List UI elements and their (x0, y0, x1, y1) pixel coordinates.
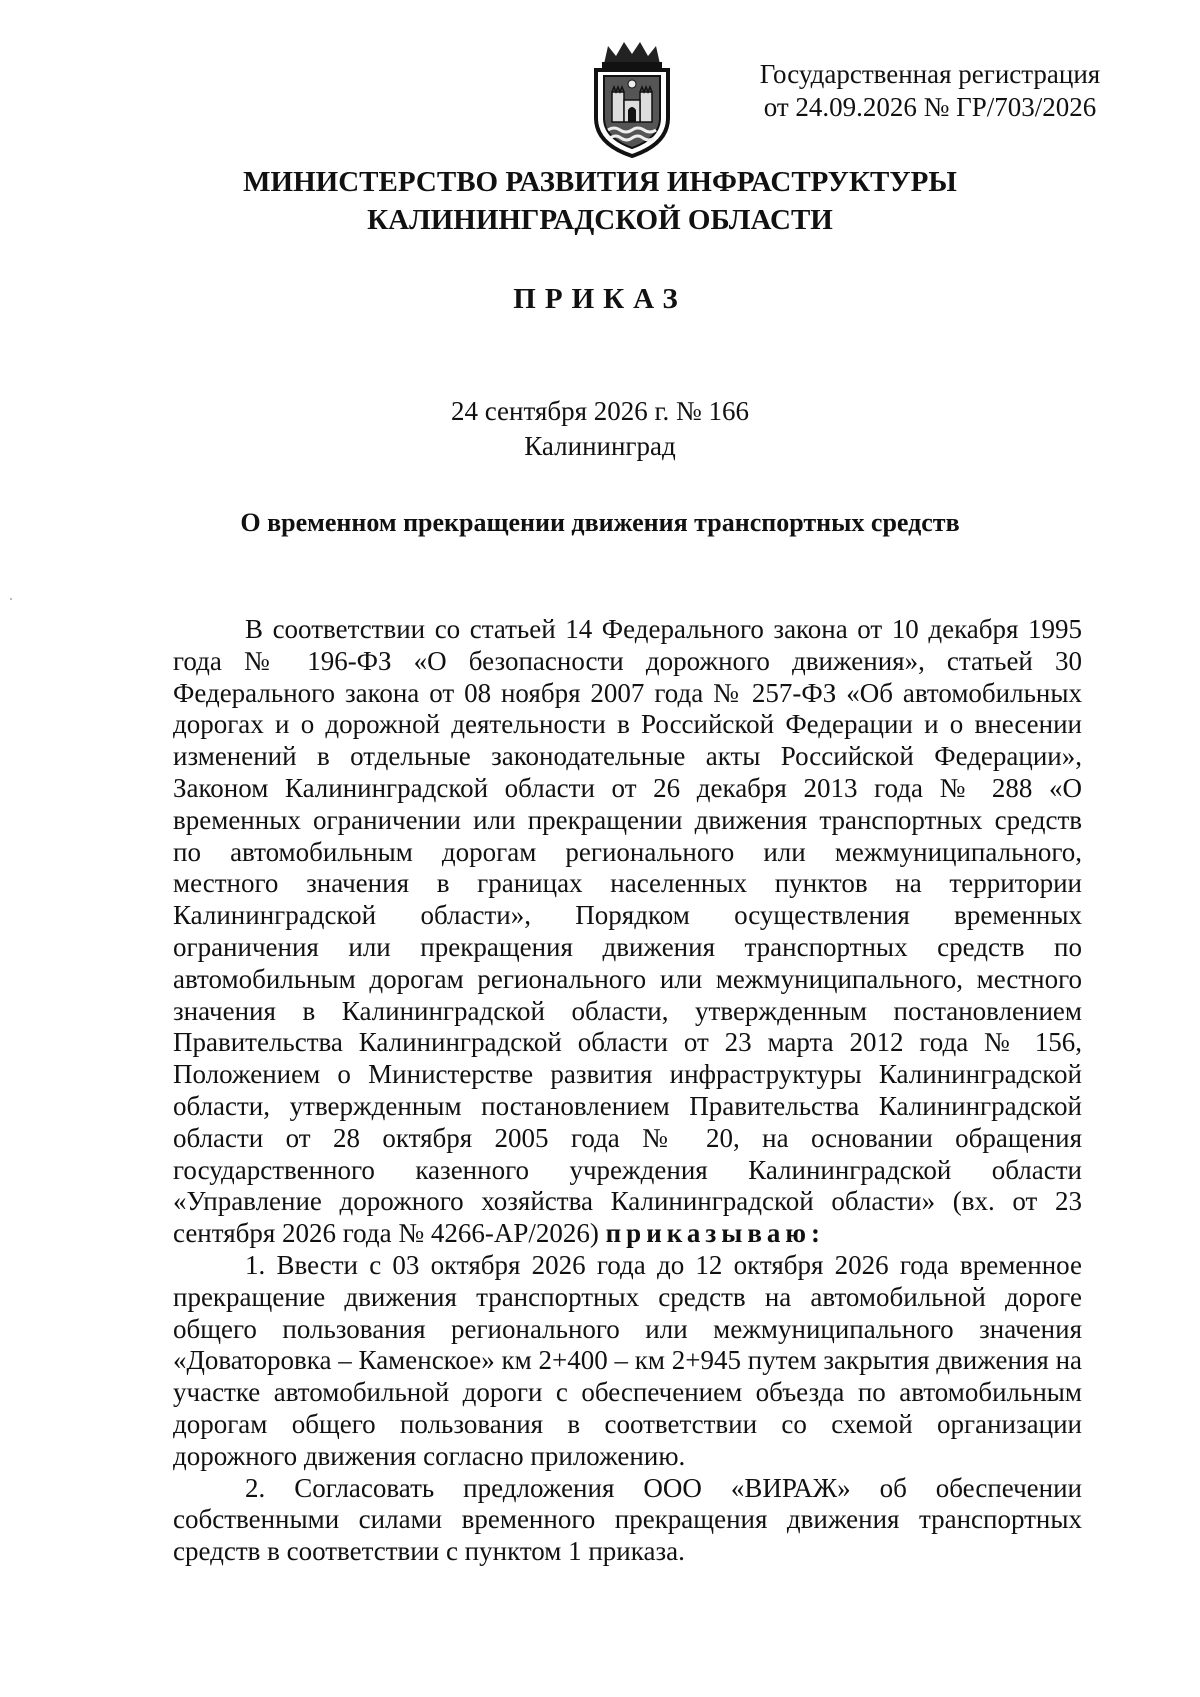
document-date-number: 24 сентября 2026 г. № 166 (450, 396, 750, 426)
ministry-title-line-1: МИНИСТЕРСТВО РАЗВИТИЯ ИНФРАСТРУКТУРЫ (243, 166, 957, 198)
state-registration (720, 58, 1140, 124)
ministry-title (100, 163, 1100, 239)
registration-line-1: Государственная регистрация (759, 59, 1101, 89)
scan-artifact (10, 598, 12, 600)
registration-line-2: от 24.09.2026 № ГР/703/2026 (763, 92, 1097, 122)
ministry-title-line-2: КАЛИНИНГРАДСКОЙ ОБЛАСТИ (367, 204, 833, 236)
decree-word: приказываю: (605, 1218, 826, 1249)
item-2-paragraph: 2. Согласовать предложения ООО «ВИРАЖ» об обеспечении собственными силами временного прекращения движения транспортных средств в соответствии с пунктом 1 приказа. (173, 1472, 1082, 1567)
document-city: Калининград (524, 431, 676, 461)
item-1-paragraph: 1. Ввести с 03 октября 2026 года до 12 октября 2026 года временное прекращение движения транспортных средств на автомобильной дороге общего пользования регионального или межмуниципального значения «Доваторовка – Каменское» км 2+400 – км 2+945 путем закрытия движения на участке автомобильной дороги с обеспечением объезда по автомобильным дорогам общего пользования в соответствии со схемой организации дорожного движения согласно приложению. (173, 1249, 1082, 1471)
document-body (173, 614, 1082, 1568)
document-subject: О временном прекращении движения транспортных средств (240, 508, 960, 537)
document-type: ПРИКАЗ (513, 283, 687, 315)
preamble-text: В соответствии со статьей 14 Федерального закона от 10 декабря 1995 года № 196-ФЗ «О безопасности дорожного движения», статьей 30 Федерального закона от 08 ноября 2007 года № 257-ФЗ «Об автомобильных дорогах и о дорожной деятельности в Российской Федерации и о внесении изменений в отдельные законодательные акты Российской Федерации», Законом Калининградской области от 26 декабря 2013 года № 288 «О временных ограничении или прекращении движения транспортных средств по автомобильным дорогам регионального или межмуниципального, местного значения в границах населенных пунктов на территории Калининградской области», Порядком осуществления временных ограничения или прекращения движения транспортных средств по автомобильным дорогам регионального или межмуниципального, местного значения в Калининградской области, утвержденным постановлением Правительства Калининградской области от 23 марта 2012 года № 156, Положением о Министерстве развития инфраструктуры Калининградской области, утвержденным постановлением Правительства Калининградской области от 28 октября 2005 года № 20, на основании обращения государственного казенного учреждения Калининградской области «Управление дорожного хозяйства Калининградской области» (вх. от 23 сентября 2026 года № 4266-АР/2026) (173, 614, 1082, 1249)
coat-of-arms-icon (586, 40, 678, 160)
preamble-paragraph (173, 614, 1082, 1250)
